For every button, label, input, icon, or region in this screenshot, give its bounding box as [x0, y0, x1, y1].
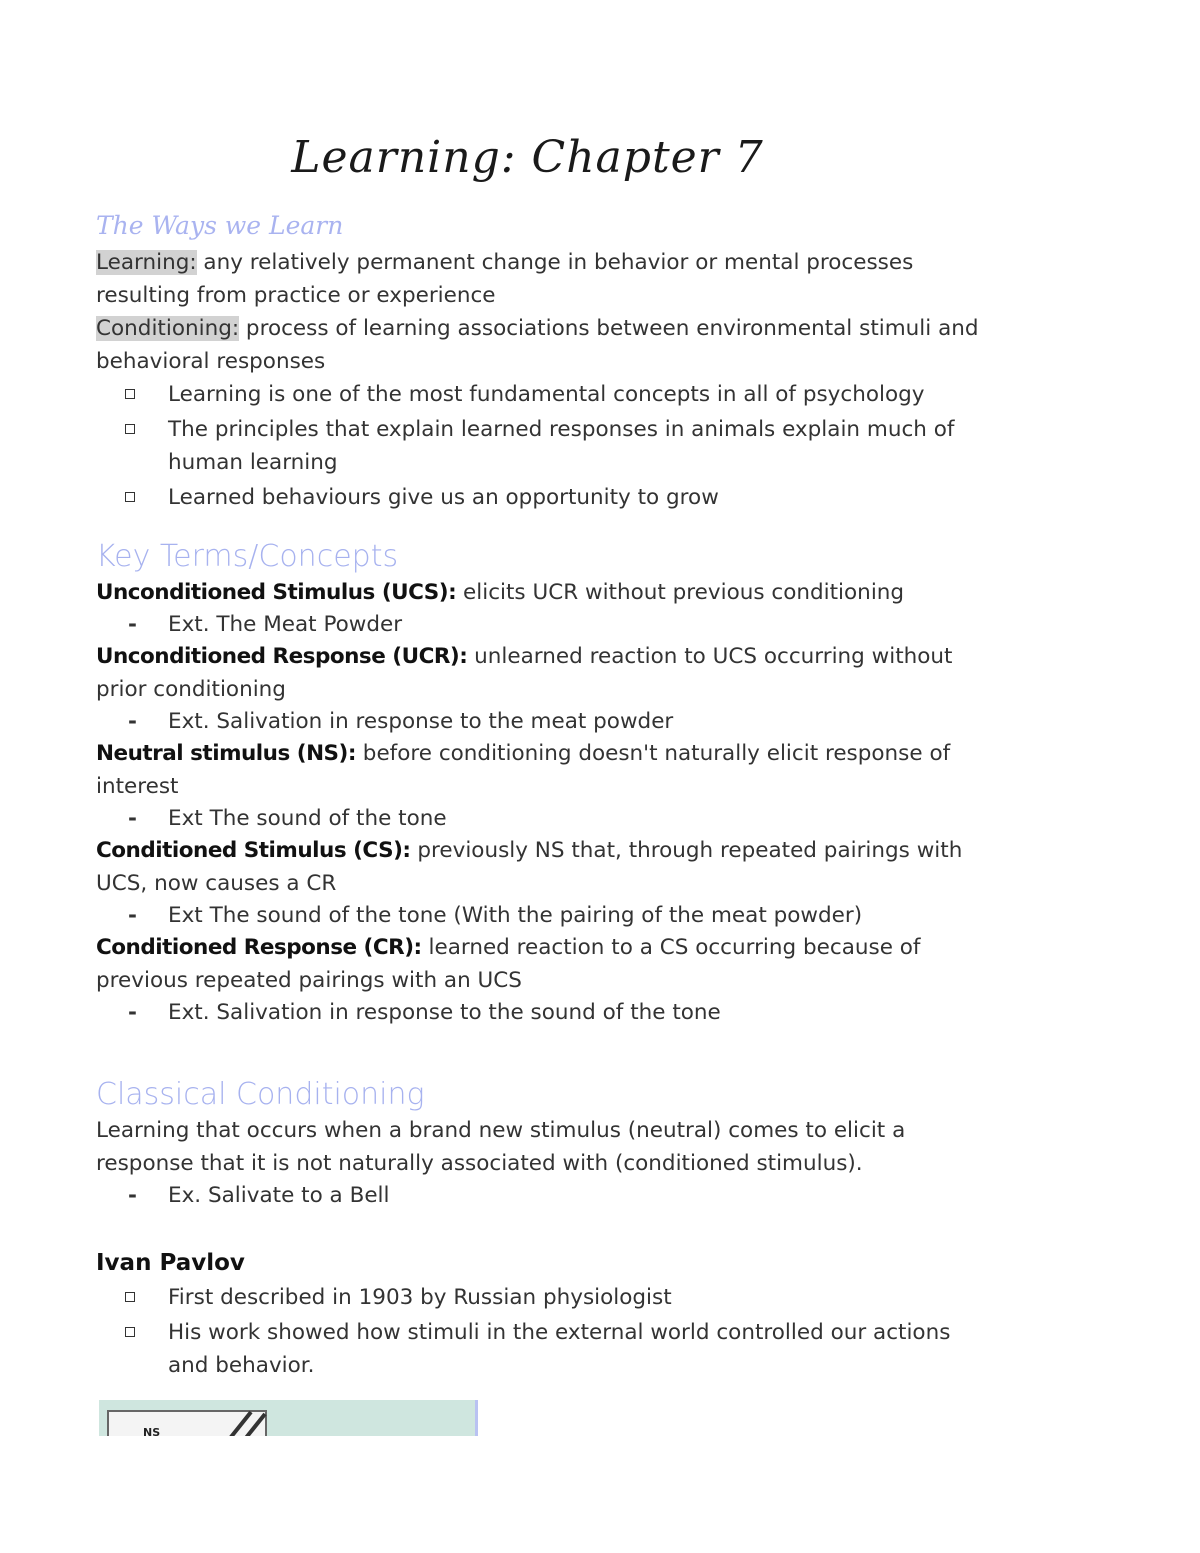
list-item: - Ext. Salivation in response to the meat powder [168, 706, 996, 737]
ns-label: NS [143, 1426, 161, 1436]
pavlov-heading: Ivan Pavlov [96, 1250, 245, 1276]
term-def: learned reaction to a CS occurring because of previous repeated pairings with an UCS [96, 935, 921, 993]
learning-term: Learning: [96, 250, 197, 275]
list-item: First described in 1903 by Russian physiologist [168, 1281, 996, 1314]
list-item: - Ext. The Meat Powder [168, 609, 996, 640]
conditioning-def: process of learning associations between environmental stimuli and [239, 316, 979, 341]
example-list [96, 706, 996, 737]
key-term-ucr [96, 640, 996, 706]
ways-heading: The Ways we Learn [96, 211, 344, 240]
term-label: Conditioned Response (CR): [96, 935, 422, 960]
key-term-cr [96, 931, 996, 997]
example-list [96, 609, 996, 640]
list-item: - Ext The sound of the tone (With the pairing of the meat powder) [168, 900, 996, 931]
key-terms-heading: Key Terms/Concepts [96, 539, 399, 574]
list-item: - Ext. Salivation in response to the sound of the tone [168, 997, 996, 1028]
ways-bullet-list [96, 378, 996, 514]
classical-text: Learning that occurs when a brand new stimulus (neutral) comes to elicit a response that it is not naturally associated with (conditioned stimulus). [96, 1118, 906, 1176]
list-item: Learning is one of the most fundamental concepts in all of psychology [168, 378, 996, 411]
example-list [96, 803, 996, 834]
example-list [96, 900, 996, 931]
strike-lines-icon [217, 1406, 277, 1436]
pavlov-bullet-list [96, 1281, 996, 1382]
conditioning-def-cont: behavioral responses [96, 349, 326, 374]
classical-heading: Classical Conditioning [96, 1077, 425, 1112]
list-item: - Ex. Salivate to a Bell [168, 1180, 996, 1211]
example-list [96, 997, 996, 1028]
key-term-ns [96, 737, 996, 803]
list-item: Learned behaviours give us an opportunity to grow [168, 481, 996, 514]
term-label: Neutral stimulus (NS): [96, 741, 356, 766]
conditioning-term: Conditioning: [96, 316, 240, 341]
term-label: Unconditioned Response (UCR): [96, 644, 468, 669]
learning-def-cont: resulting from practice or experience [96, 283, 496, 308]
learning-definition [96, 246, 996, 279]
conditioning-definition [96, 312, 996, 345]
list-item: - Ext The sound of the tone [168, 803, 996, 834]
key-term-ucs [96, 576, 996, 609]
example-list [96, 1180, 996, 1211]
key-term-cs [96, 834, 996, 900]
list-item: His work showed how stimuli in the external world controlled our actions and behavior. [168, 1316, 996, 1382]
list-item: The principles that explain learned responses in animals explain much of human learning [168, 413, 996, 479]
document-body [96, 206, 996, 1384]
term-label: Unconditioned Stimulus (UCS): [96, 580, 457, 605]
learning-def: any relatively permanent change in behavior or mental processes [196, 250, 914, 275]
term-def: previously NS that, through repeated pairings with UCS, now causes a CR [96, 838, 963, 896]
term-def: elicits UCR without previous conditioning [456, 580, 905, 605]
page-title: Learning: Chapter 7 [291, 132, 764, 183]
term-def: unlearned reaction to UCS occurring without prior conditioning [96, 644, 953, 702]
term-def: before conditioning doesn't naturally elicit response of interest [96, 741, 951, 799]
term-label: Conditioned Stimulus (CS): [96, 838, 411, 863]
conditioning-diagram-image [99, 1400, 478, 1436]
